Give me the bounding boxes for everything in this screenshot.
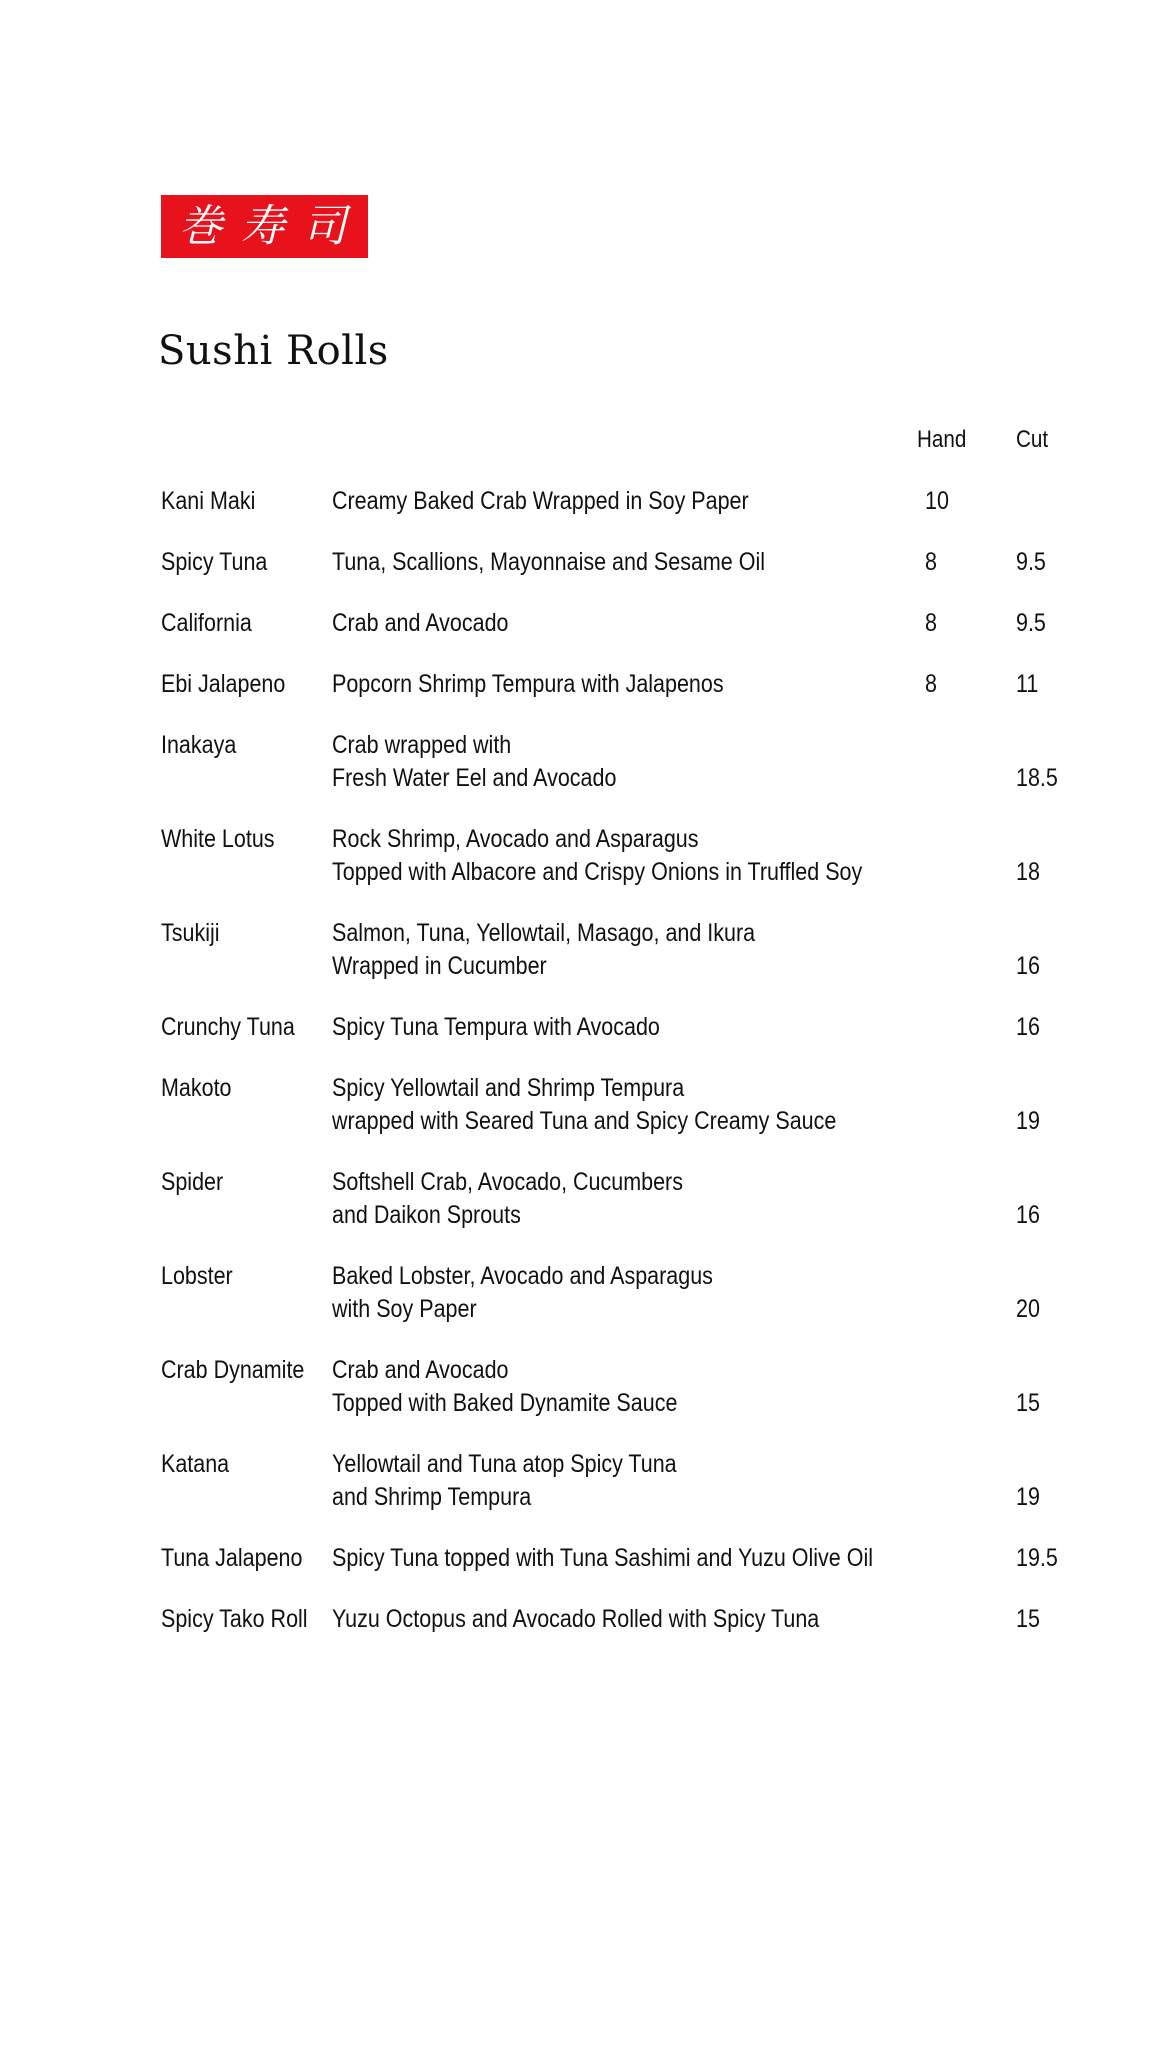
item-price-hand: 10	[925, 487, 949, 515]
column-header-cut: Cut	[1016, 426, 1049, 453]
item-name: California	[161, 609, 252, 637]
item-price-cut: 16	[1016, 1201, 1040, 1229]
item-price-cut: 19	[1016, 1483, 1040, 1511]
item-description-line: Baked Lobster, Avocado and Asparagus	[332, 1262, 713, 1290]
item-price-cut: 18.5	[1016, 764, 1058, 792]
item-price-cut: 15	[1016, 1389, 1040, 1417]
item-name: Spider	[161, 1168, 224, 1196]
item-description-line: Tuna, Scallions, Mayonnaise and Sesame Oil	[332, 548, 766, 576]
item-name: Lobster	[161, 1262, 233, 1290]
item-description-line: Fresh Water Eel and Avocado	[332, 764, 617, 792]
logo-text: 巻寿司	[178, 200, 365, 252]
item-name: Inakaya	[161, 731, 237, 759]
item-price-cut: 18	[1016, 858, 1040, 886]
item-description-line: and Daikon Sprouts	[332, 1201, 521, 1229]
item-description-line: Spicy Yellowtail and Shrimp Tempura	[332, 1074, 685, 1102]
item-description-line: Crab and Avocado	[332, 1356, 509, 1384]
item-name: Spicy Tako Roll	[161, 1605, 308, 1633]
item-description-line: with Soy Paper	[332, 1295, 477, 1323]
item-description-line: Topped with Albacore and Crispy Onions in Truffled Soy	[332, 858, 863, 886]
item-description-line: Popcorn Shrimp Tempura with Jalapenos	[332, 670, 724, 698]
logo-banner	[161, 195, 368, 258]
item-description-line: Spicy Tuna topped with Tuna Sashimi and Yuzu Olive Oil	[332, 1544, 874, 1572]
item-description-line: wrapped with Seared Tuna and Spicy Creamy Sauce	[332, 1107, 837, 1135]
item-description-line: Yellowtail and Tuna atop Spicy Tuna	[332, 1450, 677, 1478]
item-name: Kani Maki	[161, 487, 256, 515]
item-description-line: Wrapped in Cucumber	[332, 952, 547, 980]
item-name: Crunchy Tuna	[161, 1013, 295, 1041]
item-name: Spicy Tuna	[161, 548, 268, 576]
item-price-cut: 11	[1016, 670, 1039, 698]
item-description-line: Topped with Baked Dynamite Sauce	[332, 1389, 678, 1417]
item-name: Tuna Jalapeno	[161, 1544, 303, 1572]
item-price-cut: 9.5	[1016, 609, 1046, 637]
item-price-cut: 19.5	[1016, 1544, 1058, 1572]
item-description-line: Creamy Baked Crab Wrapped in Soy Paper	[332, 487, 749, 515]
item-description-line: Crab and Avocado	[332, 609, 509, 637]
item-description-line: Crab wrapped with	[332, 731, 512, 759]
item-price-cut: 9.5	[1016, 548, 1046, 576]
item-name: Ebi Jalapeno	[161, 670, 286, 698]
item-name: Makoto	[161, 1074, 232, 1102]
item-price-hand: 8	[925, 609, 937, 637]
item-description-line: Salmon, Tuna, Yellowtail, Masago, and Ikura	[332, 919, 756, 947]
item-name: Crab Dynamite	[161, 1356, 305, 1384]
item-price-cut: 15	[1016, 1605, 1040, 1633]
item-description-line: Rock Shrimp, Avocado and Asparagus	[332, 825, 699, 853]
item-price-hand: 8	[925, 548, 937, 576]
item-description-line: Softshell Crab, Avocado, Cucumbers	[332, 1168, 683, 1196]
item-price-cut: 16	[1016, 952, 1040, 980]
item-price-cut: 20	[1016, 1295, 1040, 1323]
item-description-line: and Shrimp Tempura	[332, 1483, 532, 1511]
item-name: Katana	[161, 1450, 230, 1478]
item-description-line: Yuzu Octopus and Avocado Rolled with Spicy Tuna	[332, 1605, 820, 1633]
page-title: Sushi Rolls	[158, 328, 389, 374]
item-name: White Lotus	[161, 825, 275, 853]
item-name: Tsukiji	[161, 919, 220, 947]
item-price-cut: 19	[1016, 1107, 1040, 1135]
item-price-hand: 8	[925, 670, 937, 698]
item-description-line: Spicy Tuna Tempura with Avocado	[332, 1013, 660, 1041]
item-price-cut: 16	[1016, 1013, 1040, 1041]
column-header-hand: Hand	[917, 426, 967, 453]
